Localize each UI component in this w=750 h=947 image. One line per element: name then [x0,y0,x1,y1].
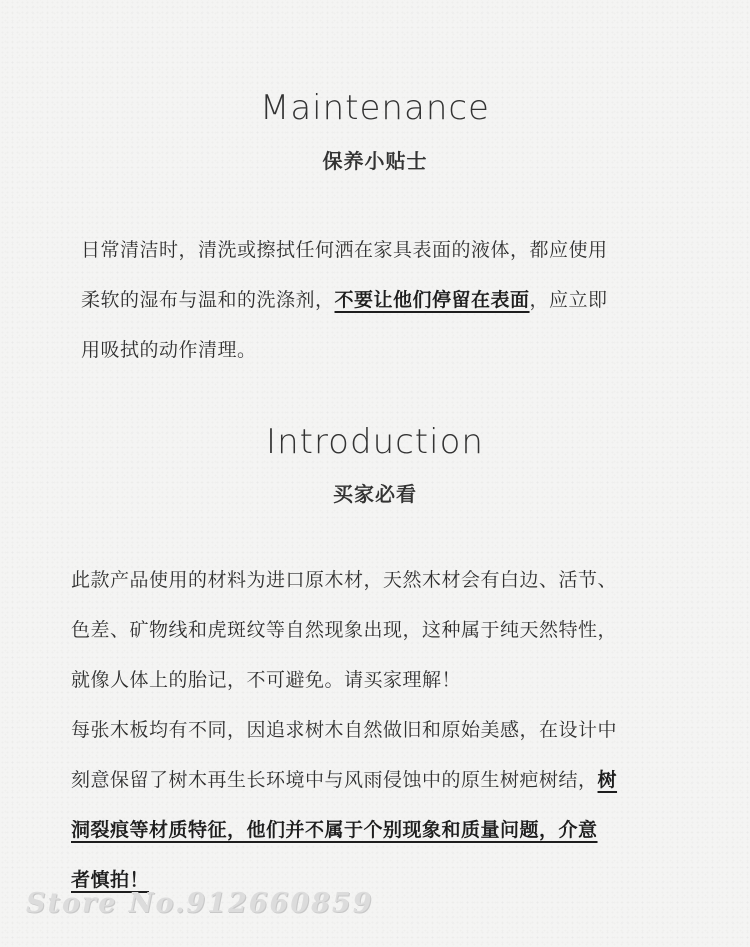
maintenance-emphasis: 不要让他们停留在表面 [334,289,530,311]
introduction-paragraph [71,555,617,905]
introduction-line-4: 每张木板均有不同，因追求树木自然做旧和原始美感，在设计中 [71,719,618,741]
introduction-line-6 [71,805,617,855]
introduction-emphasis-start: 树 [597,769,618,791]
introduction-title: Introduction [266,422,484,462]
maintenance-line-2-tail: ，应立即 [529,289,608,311]
introduction-line-5-text: 刻意保留了树木再生长环境中与风雨侵蚀中的原生树疤树结， [71,769,598,791]
maintenance-line-2-text: 柔软的湿布与温和的洗涤剂， [81,289,335,311]
introduction-subtitle: 买家必看 [333,482,417,506]
introduction-emphasis-middle: 洞裂痕等材质特征，他们并不属于个别现象和质量问题，介意 [71,819,598,841]
maintenance-paragraph [81,225,608,375]
introduction-line-2: 色差、矿物线和虎斑纹等自然现象出现，这种属于纯天然特性， [71,619,618,641]
maintenance-subtitle: 保养小贴士 [322,149,428,173]
introduction-emphasis-end: 者慎拍！ [71,869,150,891]
maintenance-line-3: 用吸拭的动作清理。 [81,339,257,361]
maintenance-line-2 [81,275,608,325]
introduction-line-3: 就像人体上的胎记，不可避免。请买家理解！ [71,669,462,691]
introduction-line-5 [71,755,617,805]
maintenance-title: Maintenance [260,88,490,128]
introduction-line-1: 此款产品使用的材料为进口原木材，天然木材会有白边、活节、 [71,569,618,591]
maintenance-line-1: 日常清洁时，清洗或擦拭任何洒在家具表面的液体，都应使用 [81,239,608,261]
store-watermark: Store No.912660859 [26,888,374,919]
